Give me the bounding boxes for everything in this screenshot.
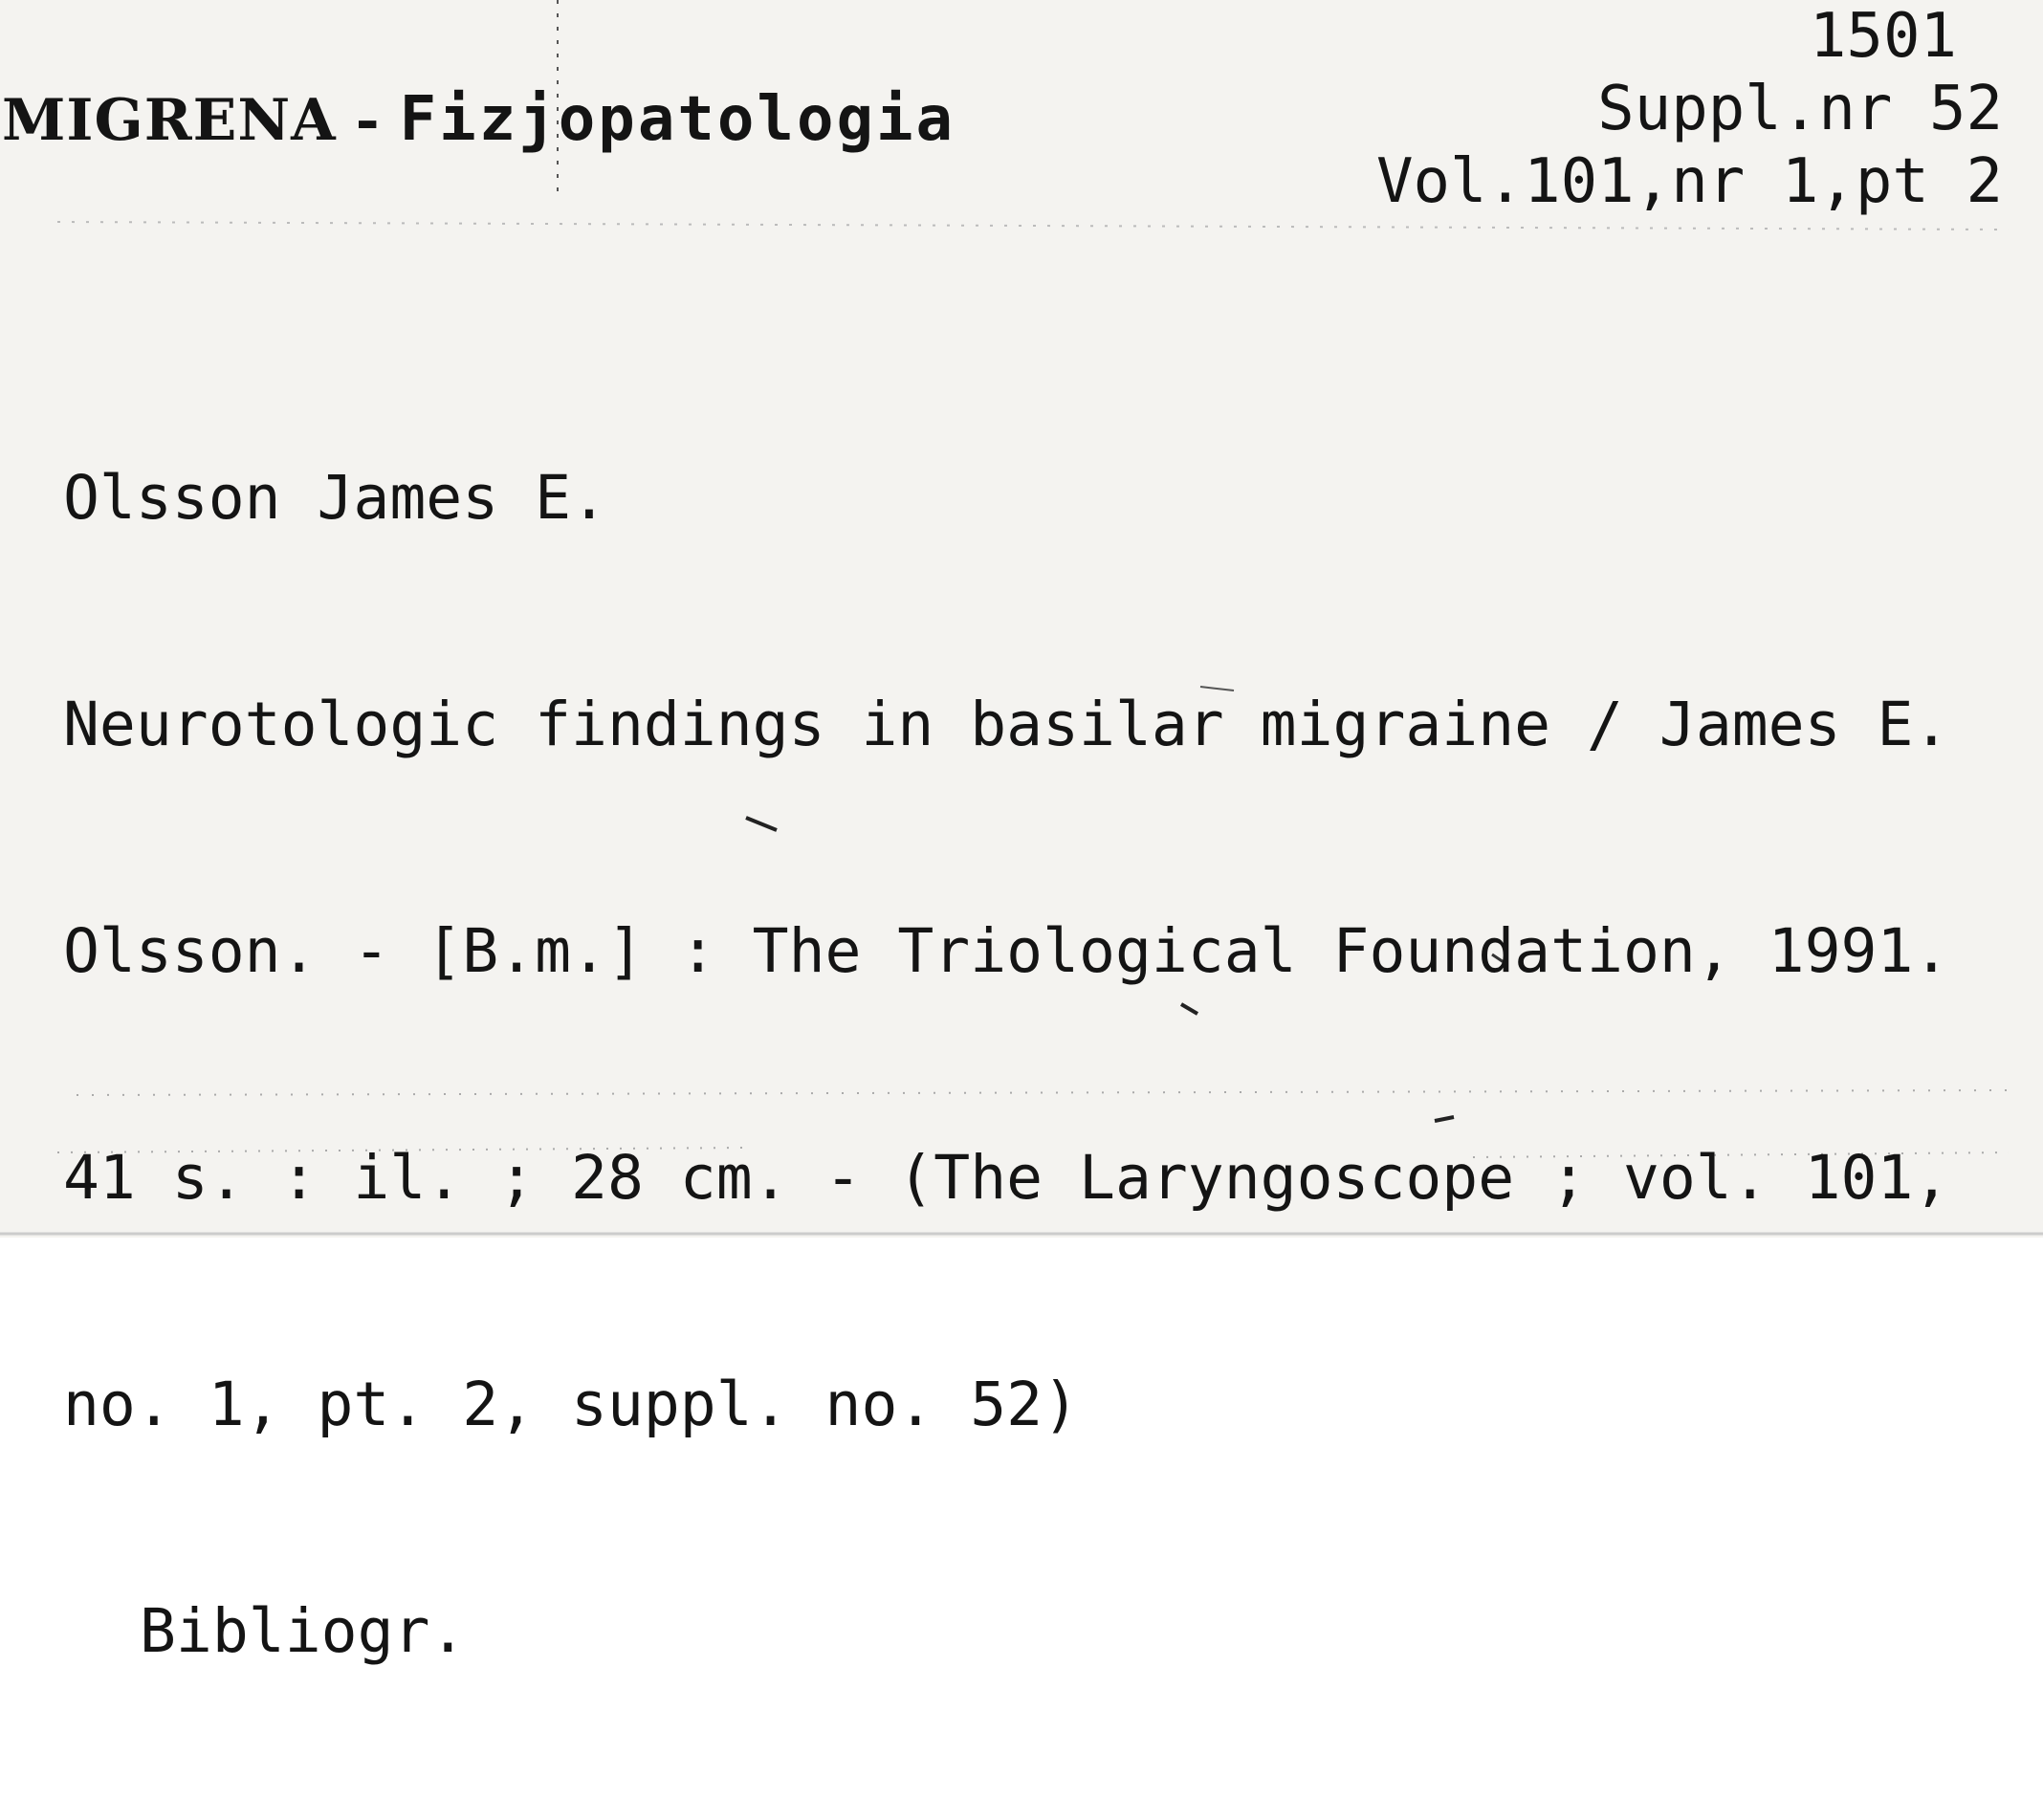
description-line: no. 1, pt. 2, suppl. no. 52)	[63, 1370, 1080, 1439]
subject-separator: -	[355, 87, 381, 154]
call-number-block	[1376, 0, 2003, 218]
call-number: 1501	[1809, 1, 1957, 72]
description-line: Olsson. - [B.m.] : The Triological Foundation, 1991.	[63, 916, 1950, 986]
bibliography-note: Bibliogr.	[140, 1596, 467, 1666]
description-line: Neurotologic findings in basilar migraine / James E.	[63, 690, 1950, 759]
subject-main: MIGRENA	[2, 87, 337, 154]
description-line: 41 s. : il. ; 28 cm. - (The Laryngoscope ; vol. 101,	[63, 1143, 1950, 1213]
subject-subdivision: Fizjopatologia	[399, 84, 956, 155]
author-heading: Olsson James E.	[63, 463, 607, 533]
supplement-number: Suppl.nr 52	[1597, 74, 2003, 144]
volume-number: Vol.101,nr 1,pt 2	[1375, 146, 2003, 217]
subject-heading	[2, 84, 956, 155]
bibliographic-entry	[63, 309, 1949, 1820]
